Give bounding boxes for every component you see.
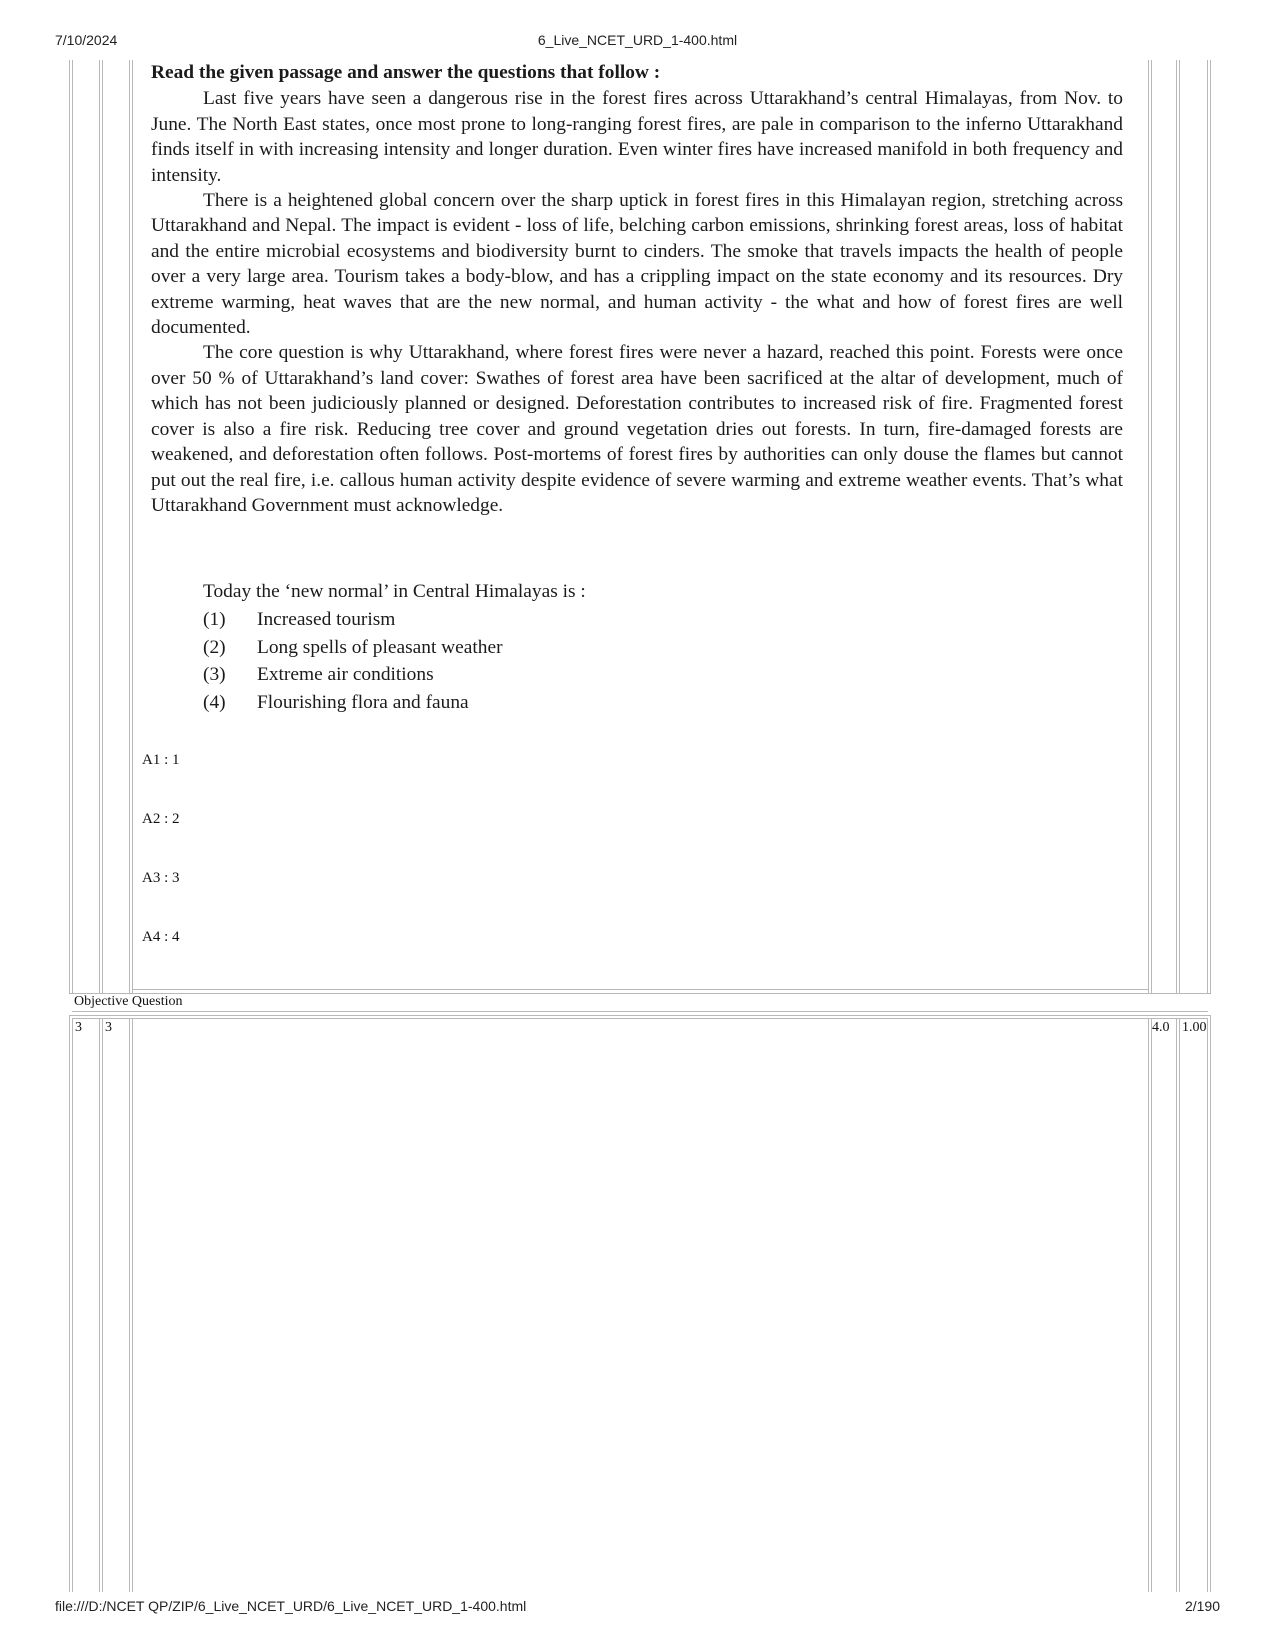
option-number: (3)	[203, 664, 226, 685]
question-type-label: Objective Question	[74, 994, 183, 1009]
question-serial: 3	[75, 1020, 82, 1035]
question-stem: Today the ‘new normal’ in Central Himalayas is :	[203, 581, 586, 602]
option-number: (2)	[203, 636, 226, 658]
option-text: Flourishing flora and fauna	[257, 691, 469, 713]
answer-key-4: A4 : 4	[142, 929, 180, 945]
option-text: Increased tourism	[257, 609, 396, 630]
passage-heading: Read the given passage and answer the questions that follow :	[151, 62, 661, 83]
page-number: 2/190	[1184, 1598, 1220, 1614]
passage-paragraph: Last five years have seen a dangerous rise in the forest fires across Uttarakhand’s central Himalayas, from Nov. to June. The North East states, once most prone to long-ranging forest fires, are pale in comparison to the inferno Uttarakhand finds itself in with increasing intensity and longer duration. Even winter fires have increased manifold in both frequency and intensity.	[151, 88, 1123, 186]
option-item	[203, 634, 1103, 662]
negative-marks-value: 1.00	[1182, 1020, 1207, 1035]
answer-key-1: A1 : 1	[142, 752, 180, 768]
question-number: 3	[105, 1020, 112, 1035]
question-block	[203, 578, 1103, 716]
option-text: Extreme air conditions	[257, 664, 434, 685]
option-item	[203, 606, 1103, 634]
passage-paragraph: The core question is why Uttarakhand, where forest fires were never a hazard, reached this point. Forests were once over 50 % of Uttarakhand’s land cover: Swathes of forest area have been sacrificed at the altar of development, much of which has not been judiciously planned or designed. Deforestation contributes to increased risk of fire. Fragmented forest cover is also a fire risk. Reducing tree cover and ground vegetation dries out forests. In turn, fire-damaged forests are weakened, and deforestation often follows. Post-mortems of forest fires by authorities can only douse the flames but cannot put out the real fire, i.e. callous human activity despite evidence of severe warming and extreme weather events. That’s what Uttarakhand Government must acknowledge.	[151, 342, 1123, 516]
reading-passage	[151, 60, 1123, 518]
answer-key-3: A3 : 3	[142, 870, 180, 886]
document-title: 6_Live_NCET_URD_1-400.html	[537, 32, 738, 48]
print-date: 7/10/2024	[55, 32, 118, 48]
option-text: Long spells of pleasant weather	[257, 636, 503, 658]
option-item	[203, 689, 1103, 717]
option-item	[203, 661, 1103, 689]
answer-key-2: A2 : 2	[142, 811, 180, 827]
marks-value: 4.0	[1152, 1020, 1170, 1035]
option-number: (1)	[203, 609, 226, 630]
passage-paragraph: There is a heightened global concern over the sharp uptick in forest fires in this Himalayan region, stretching across Uttarakhand and Nepal. The impact is evident - loss of life, belching carbon emissions, shrinking forest areas, loss of habitat and the entire microbial ecosystems and biodiversity burnt to cinders. The smoke that travels impacts the health of people over a very large area. Tourism takes a body-blow, and has a crippling impact on the state economy and its resources. Dry extreme warming, heat waves that are the new normal, and human activity - the what and how of forest fires are well documented.	[151, 190, 1123, 339]
file-path: file:///D:/NCET QP/ZIP/6_Live_NCET_URD/6_Live_NCET_URD_1-400.html	[55, 1598, 527, 1614]
option-number: (4)	[203, 691, 226, 713]
